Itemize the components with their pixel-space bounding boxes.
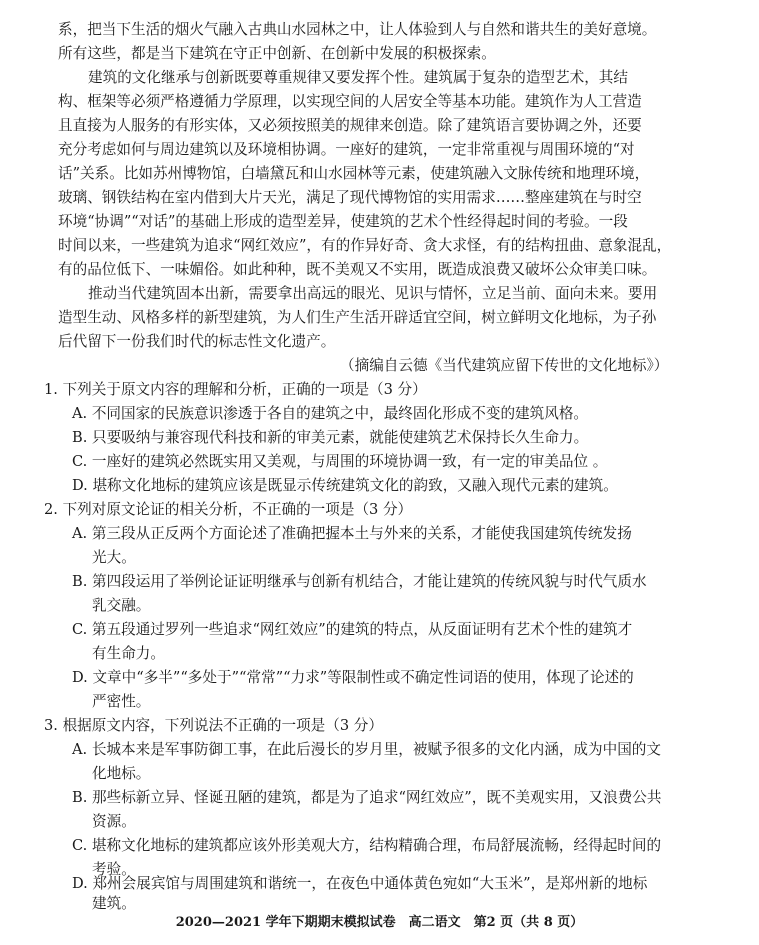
answer-option-continuation: 乳交融。 — [92, 597, 151, 614]
answer-option: D. 郑州会展宾馆与周围建筑和谐统一，在夜色中通体黄色宛如“大玉米”，是郑州新的地标 — [72, 875, 648, 892]
answer-option-continuation: 建筑。 — [92, 895, 136, 912]
passage-line: 有的品位低下、一味媚俗。如此种种，既不美观又不实用，既造成浪费又破坏公众审美口味。 — [58, 261, 657, 278]
passage-line: 所有这些，都是当下建筑在守正中创新、在创新中发展的积极探索。 — [58, 45, 496, 62]
answer-option: B. 第四段运用了举例论证证明继承与创新有机结合，才能让建筑的传统风貌与时代气质水 — [72, 573, 647, 590]
passage-line: 环境“协调”“对话”的基础上形成的造型差异，使建筑的艺术个性经得起时间的考验。一段 — [58, 213, 628, 230]
answer-option-continuation: 化地标。 — [92, 765, 151, 782]
answer-option: A. 第三段从正反两个方面论述了准确把握本土与外来的关系，才能使我国建筑传统发扬 — [72, 525, 632, 542]
passage-line: 充分考虑如何与周边建筑以及环境相协调。一座好的建筑，一定非常重视与周围环境的“对 — [58, 141, 635, 158]
question-stem: 2. 下列对原文论证的相关分析，不正确的一项是（3 分） — [44, 501, 413, 518]
passage-line: 玻璃、钢铁结构在室内借到大片天光，满足了现代博物馆的实用需求……整座建筑在与时空 — [58, 189, 642, 206]
answer-option: C. 一座好的建筑必然既实用又美观，与周围的环境协调一致，有一定的审美品位 。 — [72, 453, 608, 470]
answer-option-continuation: 严密性。 — [92, 693, 151, 710]
answer-option: A. 不同国家的民族意识渗透于各自的建筑之中，最终固化形成不变的建筑风格。 — [72, 405, 589, 422]
answer-option: A. 长城本来是军事防御工事，在此后漫长的岁月里，被赋予很多的文化内涵，成为中国的文 — [72, 741, 661, 758]
passage-line: 推动当代建筑固本出新，需要拿出高远的眼光、见识与情怀，立足当前、面向未来。要用 — [88, 285, 658, 302]
passage-line: 系，把当下生活的烟火气融入古典山水园林之中，让人体验到人与自然和谐共生的美好意境。 — [58, 21, 657, 38]
question-stem: 3. 根据原文内容，下列说法不正确的一项是（3 分） — [44, 717, 383, 734]
answer-option: D. 堪称文化地标的建筑应该是既显示传统建筑文化的韵致，又融入现代元素的建筑。 — [72, 477, 618, 494]
passage-line: 建筑的文化继承与创新既要尊重规律又要发挥个性。建筑属于复杂的造型艺术，其结 — [88, 69, 628, 86]
page-footer: 2020—2021 学年下期期末模拟试卷 高二语文 第2 页（共 8 页） — [175, 915, 584, 930]
passage-line: 话”关系。比如苏州博物馆，白墙黛瓦和山水园林等元素，使建筑融入文脉传统和地理环境， — [58, 165, 650, 182]
passage-source: （摘编自云德《当代建筑应留下传世的文化地标》） — [340, 357, 669, 374]
answer-option: C. 第五段通过罗列一些追求“网红效应”的建筑的特点，从反面证明有艺术个性的建筑才 — [72, 621, 633, 638]
answer-option: D. 文章中“多半”“多处于”“常常”“力求”等限制性或不确定性词语的使用，体现了论述的 — [72, 669, 634, 686]
passage-line: 构、框架等必须严格遵循力学原理，以实现空间的人居安全等基本功能。建筑作为人工营造 — [58, 93, 642, 110]
answer-option-continuation: 有生命力。 — [92, 645, 165, 662]
passage-line: 且直接为人服务的有形实体，又必须按照美的规律来创造。除了建筑语言要协调之外，还要 — [58, 117, 642, 134]
passage-line: 后代留下一份我们时代的标志性文化遗产。 — [58, 333, 336, 350]
answer-option-continuation: 资源。 — [92, 813, 136, 830]
question-stem: 1. 下列关于原文内容的理解和分析，正确的一项是（3 分） — [44, 381, 427, 398]
answer-option: B. 那些标新立异、怪诞丑陋的建筑，都是为了追求“网红效应”，既不美观实用，又浪费公共 — [72, 789, 662, 806]
answer-option-continuation: 考验。 — [92, 861, 136, 878]
answer-option-continuation: 光大。 — [92, 549, 136, 566]
answer-option: C. 堪称文化地标的建筑都应该外形美观大方，结构精确合理，布局舒展流畅，经得起时间的 — [72, 837, 662, 854]
answer-option: B. 只要吸纳与兼容现代科技和新的审美元素，就能使建筑艺术保持长久生命力。 — [72, 429, 589, 446]
passage-line: 时间以来，一些建筑为追求“网红效应”，有的作异好奇、贪大求怪，有的结构扭曲、意象混乱， — [58, 237, 672, 254]
passage-line: 造型生动、风格多样的新型建筑，为人们生产生活开辟适宜空间，树立鲜明文化地标，为子孙 — [58, 309, 657, 326]
